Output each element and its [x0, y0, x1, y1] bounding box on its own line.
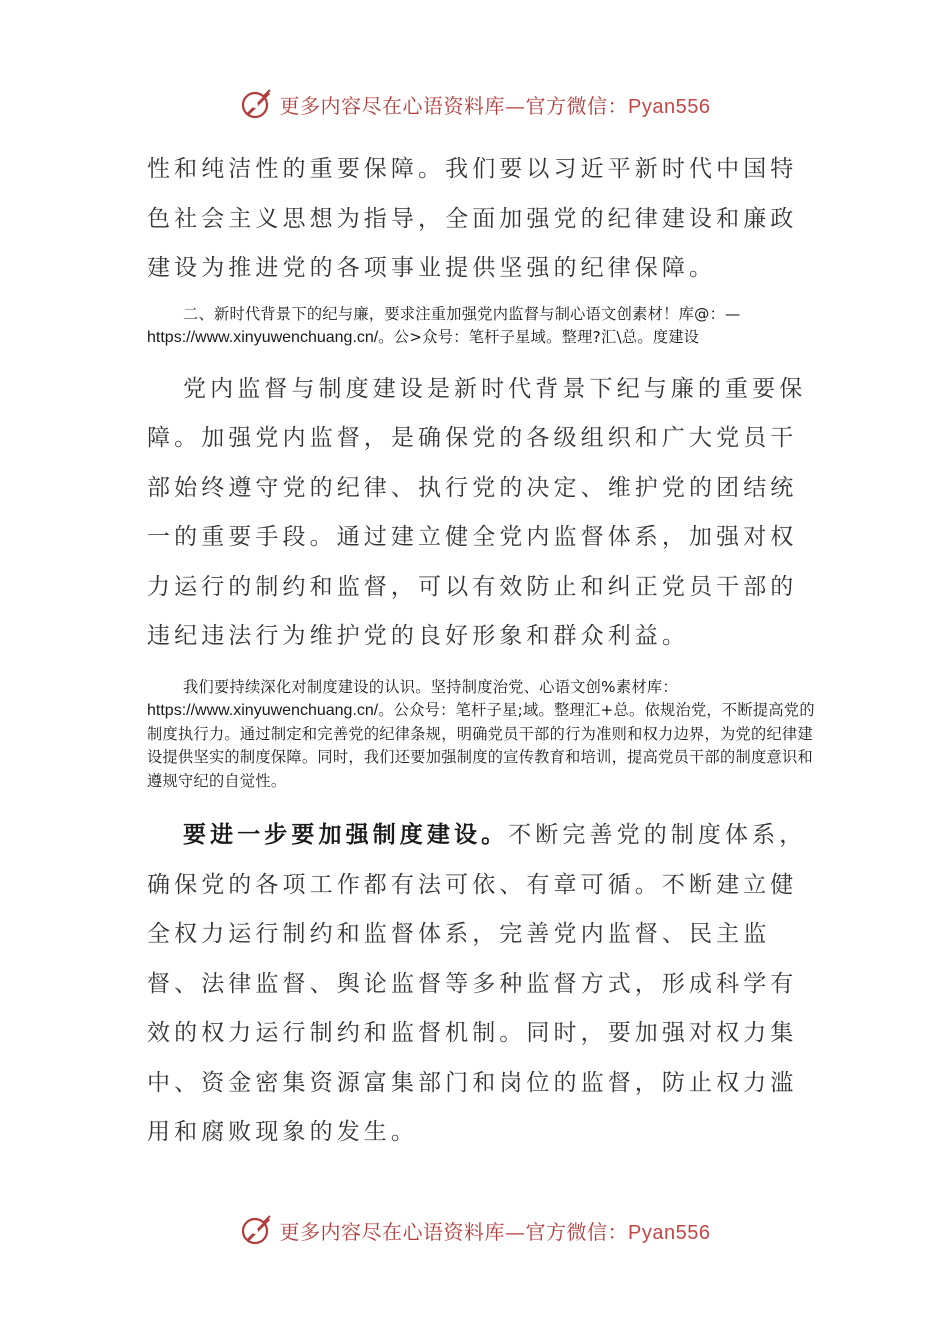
section-heading: 二、新时代背景下的纪与廉，要求注重加强党内监督与制心语文创素材！库@：—https://www.xinyuwenchuang.cn/。公>众号：笔杆子星域。整理?汇\总。度建设: [147, 304, 741, 346]
paragraph-lead-bold: 要进一步要加强制度建设。: [183, 822, 509, 848]
header-banner: [0, 82, 950, 126]
pen-logo-icon: [240, 87, 274, 121]
footer-wechat-id: Pyan556: [628, 1221, 711, 1244]
paragraph-system-awareness: 我们要持续深化对制度建设的认识。坚持制度治党、心语文创%素材库：https://www.xinyuwenchuang.cn/。公众号：笔杆子星;域。整理汇+总。依规治党，不断提高党的制度执行力。通过制定和完善党的纪律条规，明确党员干部的行为准则和权力边界，为党的纪律建设提供坚实的制度保障。同时，我们还要加强制度的宣传教育和培训，提高党员干部的制度意识和遵规守纪的自觉性。: [147, 677, 815, 790]
footer-banner: [0, 1208, 950, 1252]
pen-logo-icon: [240, 1213, 274, 1247]
header-banner-text: 更多内容尽在心语资料库—官方微信：Pyan556: [279, 93, 711, 118]
section-heading-url: https://www.xinyuwenchuang.cn/: [147, 329, 379, 346]
document-body: [147, 145, 817, 1158]
paragraph-system-building: 要进一步要加强制度建设。不断完善党的制度体系，确保党的各项工作都有法可依、有章可循。不断建立健全权力运行制约和监督体系，完善党内监督、民主监督、法律监督、舆论监督等多种监督方式，形成科学有效的权力运行制约和监督机制。同时，要加强对权力集中、资金密集资源富集部门和岗位的监督，防止权力滥用和腐败现象的发生。: [147, 822, 807, 1145]
footer-banner-text: 更多内容尽在心语资料库—官方微信：Pyan556: [279, 1219, 711, 1244]
paragraph-intro: 性和纯洁性的重要保障。我们要以习近平新时代中国特色社会主义思想为指导，全面加强党的纪律建设和廉政建设为推进党的各项事业提供坚强的纪律保障。: [147, 156, 798, 281]
header-wechat-id: Pyan556: [628, 95, 711, 118]
paragraph-supervision: 党内监督与制度建设是新时代背景下纪与廉的重要保障。加强党内监督，是确保党的各级组织和广大党员干部始终遵守党的纪律、执行党的决定、维护党的团结统一的重要手段。通过建立健全党内监督体系，加强对权力运行的制约和监督，可以有效防止和纠正党员干部的违纪违法行为维护党的良好形象和群众利益。: [147, 375, 807, 649]
system-awareness-url: https://www.xinyuwenchuang.cn/: [147, 702, 379, 719]
